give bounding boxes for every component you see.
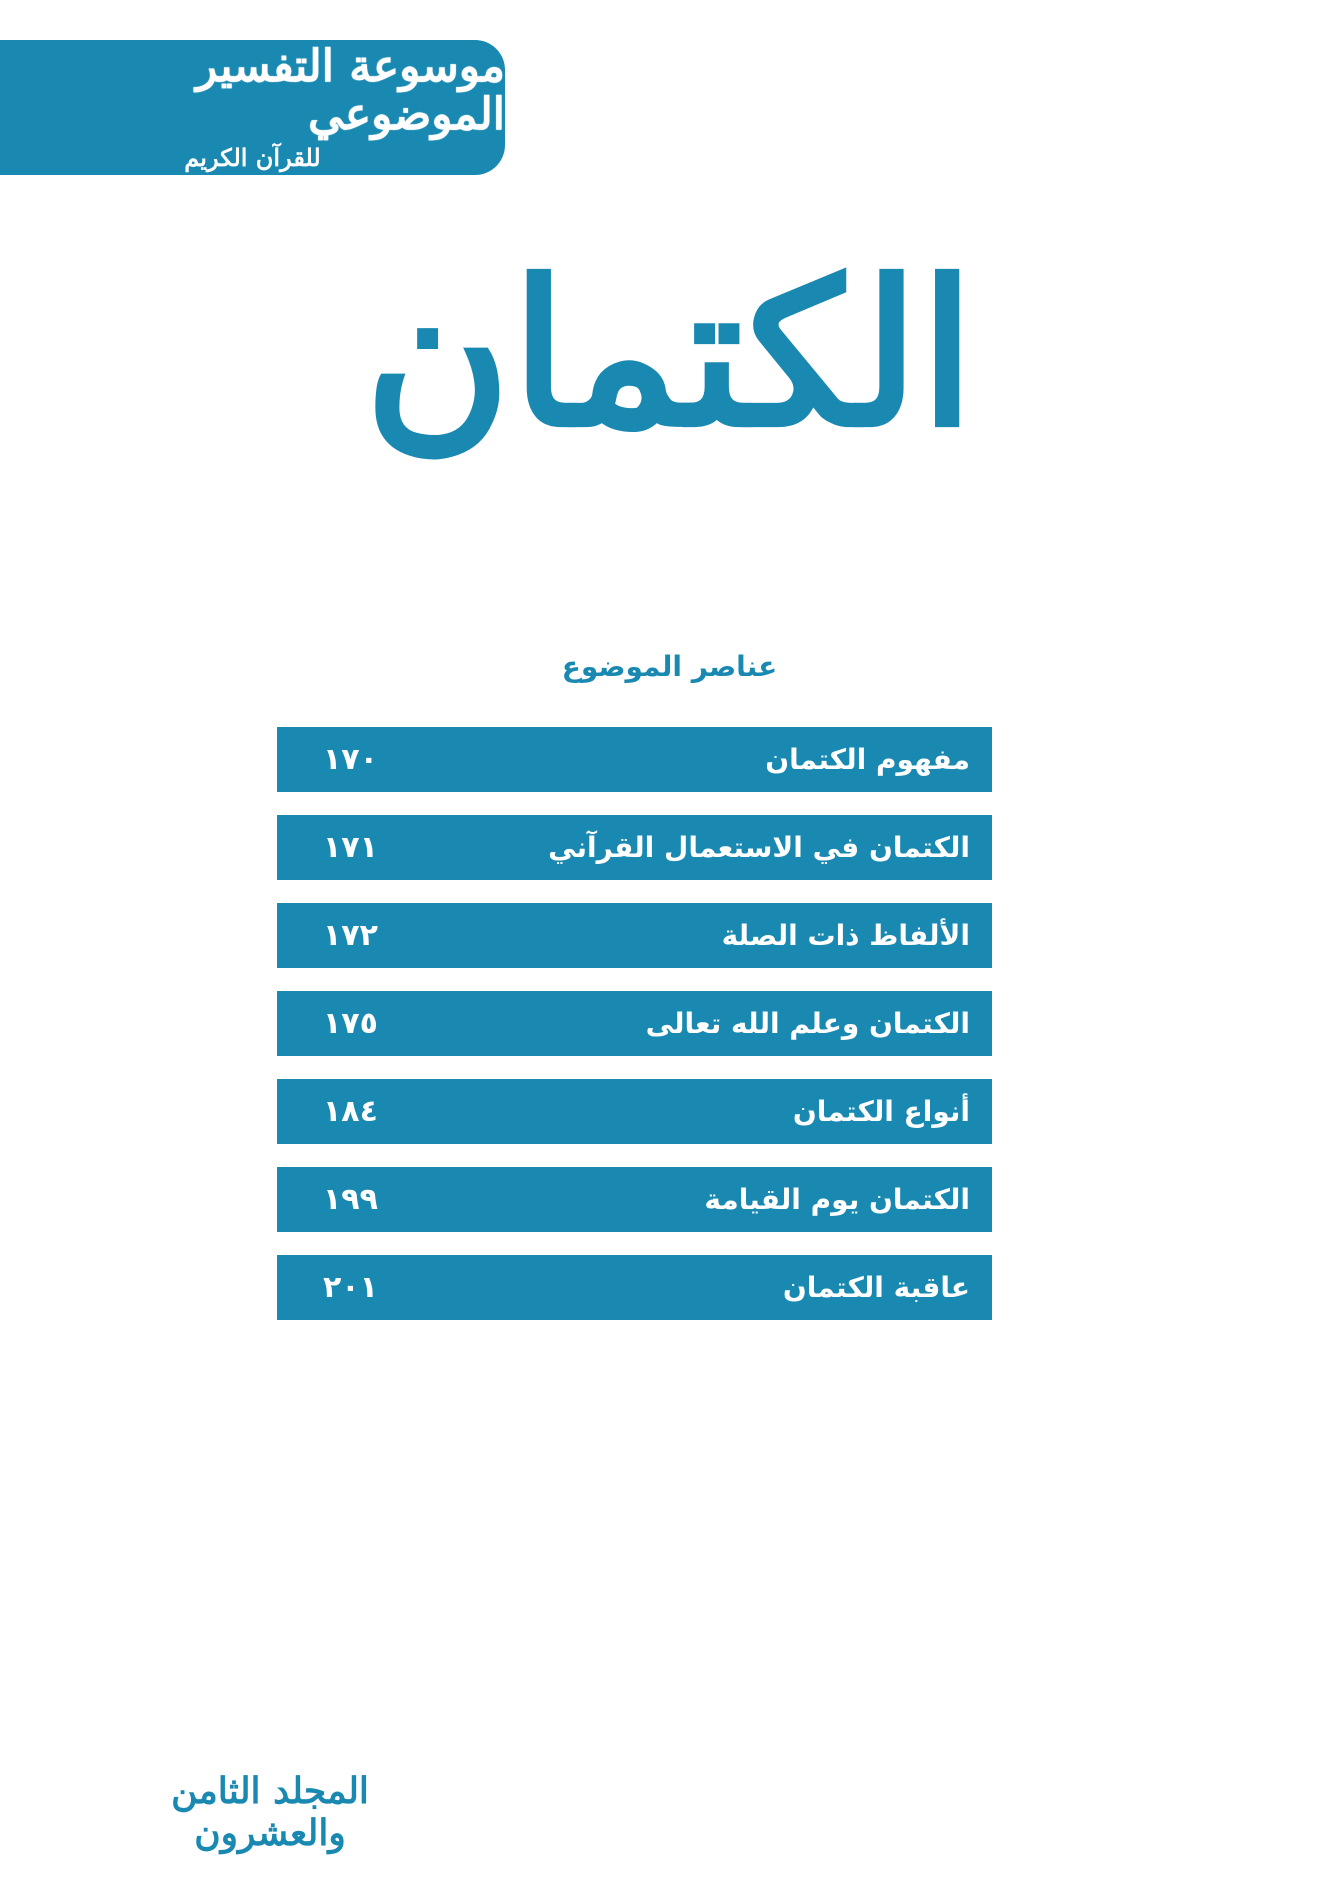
contents-item-title: مفهوم الكتمان bbox=[765, 743, 970, 776]
contents-item-title: الكتمان وعلم الله تعالى bbox=[645, 1007, 970, 1040]
contents-item-title: الألفاظ ذات الصلة bbox=[721, 919, 970, 952]
contents-item-page: ١٧١ bbox=[323, 830, 378, 865]
series-subtitle: للقرآن الكريم bbox=[184, 143, 321, 173]
contents-item-title: الكتمان في الاستعمال القرآني bbox=[548, 831, 970, 864]
contents-item-divine-knowledge[interactable] bbox=[277, 991, 992, 1056]
contents-item-page: ١٧٥ bbox=[323, 1006, 378, 1041]
contents-item-title: عاقبة الكتمان bbox=[782, 1271, 970, 1304]
contents-item-page: ١٨٤ bbox=[323, 1094, 378, 1129]
contents-item-concept[interactable] bbox=[277, 727, 992, 792]
contents-heading: عناصر الموضوع bbox=[561, 650, 778, 683]
contents-item-title: الكتمان يوم القيامة bbox=[704, 1183, 970, 1216]
series-title: موسوعة التفسير الموضوعي bbox=[195, 40, 505, 140]
contents-item-title: أنواع الكتمان bbox=[792, 1095, 970, 1128]
contents-item-judgment-day[interactable] bbox=[277, 1167, 992, 1232]
topic-title: الكتمان bbox=[364, 237, 975, 472]
contents-item-page: ١٩٩ bbox=[323, 1182, 378, 1217]
contents-item-consequence[interactable] bbox=[277, 1255, 992, 1320]
contents-item-page: ٢٠١ bbox=[323, 1270, 378, 1305]
contents-item-related-terms[interactable] bbox=[277, 903, 992, 968]
contents-item-page: ١٧٢ bbox=[323, 918, 378, 953]
contents-list bbox=[277, 727, 992, 1343]
volume-label: المجلد الثامن والعشرون bbox=[171, 1770, 369, 1854]
contents-item-quranic-usage[interactable] bbox=[277, 815, 992, 880]
contents-item-page: ١٧٠ bbox=[323, 742, 378, 777]
contents-item-types[interactable] bbox=[277, 1079, 992, 1144]
series-brand-tab bbox=[0, 40, 505, 175]
